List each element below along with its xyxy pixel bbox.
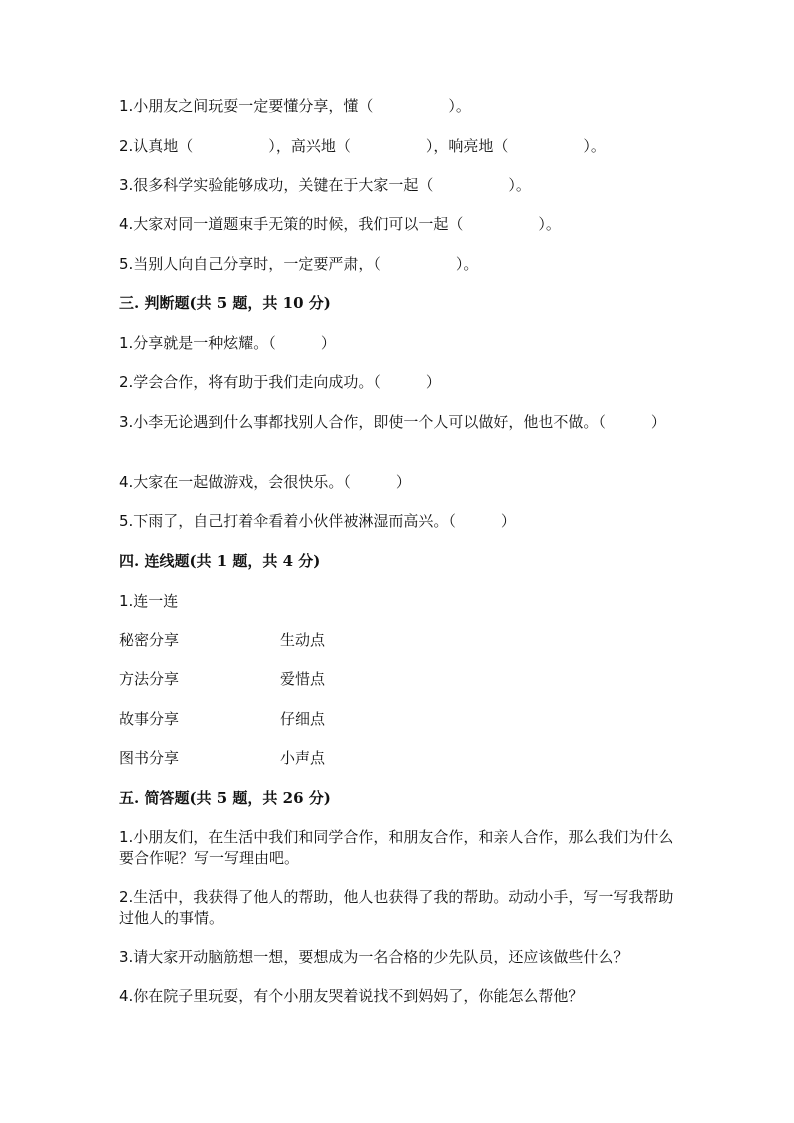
judge-q1: 1.分享就是一种炫耀。（ ）: [119, 334, 336, 352]
match-left-item: 方法分享: [119, 670, 180, 688]
match-prompt: 1.连一连: [119, 592, 179, 610]
match-heading: 四. 连线题(共 1 题，共 4 分): [119, 552, 321, 570]
short-q2: 2.生活中，我获得了他人的帮助，他人也获得了我的帮助。动动小手，写一写我帮助过他人的事情。: [119, 888, 674, 927]
fill-in-q1: 1.小朋友之间玩耍一定要懂分享，懂（ ）。: [119, 97, 471, 115]
fill-in-q4: 4.大家对同一道题束手无策的时候，我们可以一起（ ）。: [119, 215, 561, 233]
match-left-item: 秘密分享: [119, 631, 180, 649]
match-right-item: 生动点: [280, 631, 326, 649]
judge-q5: 5.下雨了，自己打着伞看着小伙伴被淋湿而高兴。（ ）: [119, 512, 516, 530]
fill-in-q5: 5.当别人向自己分享时，一定要严肃，（ ）。: [119, 255, 479, 273]
short-heading: 五. 简答题(共 5 题，共 26 分): [119, 789, 331, 807]
judge-q4: 4.大家在一起做游戏，会很快乐。（ ）: [119, 473, 411, 491]
judge-q3: 3.小李无论遇到什么事都找别人合作，即使一个人可以做好，他也不做。（ ）: [119, 413, 666, 431]
short-q4: 4.你在院子里玩耍，有个小朋友哭着说找不到妈妈了，你能怎么帮他？: [119, 987, 584, 1005]
judge-heading: 三. 判断题(共 5 题，共 10 分): [119, 294, 331, 312]
match-right-item: 仔细点: [280, 710, 326, 728]
short-q3: 3.请大家开动脑筋想一想，要想成为一名合格的少先队员，还应该做些什么？: [119, 948, 629, 966]
match-left-item: 故事分享: [119, 710, 180, 728]
judge-q2: 2.学会合作，将有助于我们走向成功。（ ）: [119, 373, 441, 391]
fill-in-q3: 3.很多科学实验能够成功，关键在于大家一起（ ）。: [119, 176, 531, 194]
fill-in-q2: 2.认真地（ ），高兴地（ ），响亮地（ ）。: [119, 137, 606, 155]
match-right-item: 小声点: [280, 749, 326, 767]
short-q1: 1.小朋友们，在生活中我们和同学合作，和朋友合作，和亲人合作，那么我们为什么要合作呢？写一写理由吧。: [119, 828, 674, 867]
match-right-item: 爱惜点: [280, 670, 326, 688]
match-left-item: 图书分享: [119, 749, 180, 767]
